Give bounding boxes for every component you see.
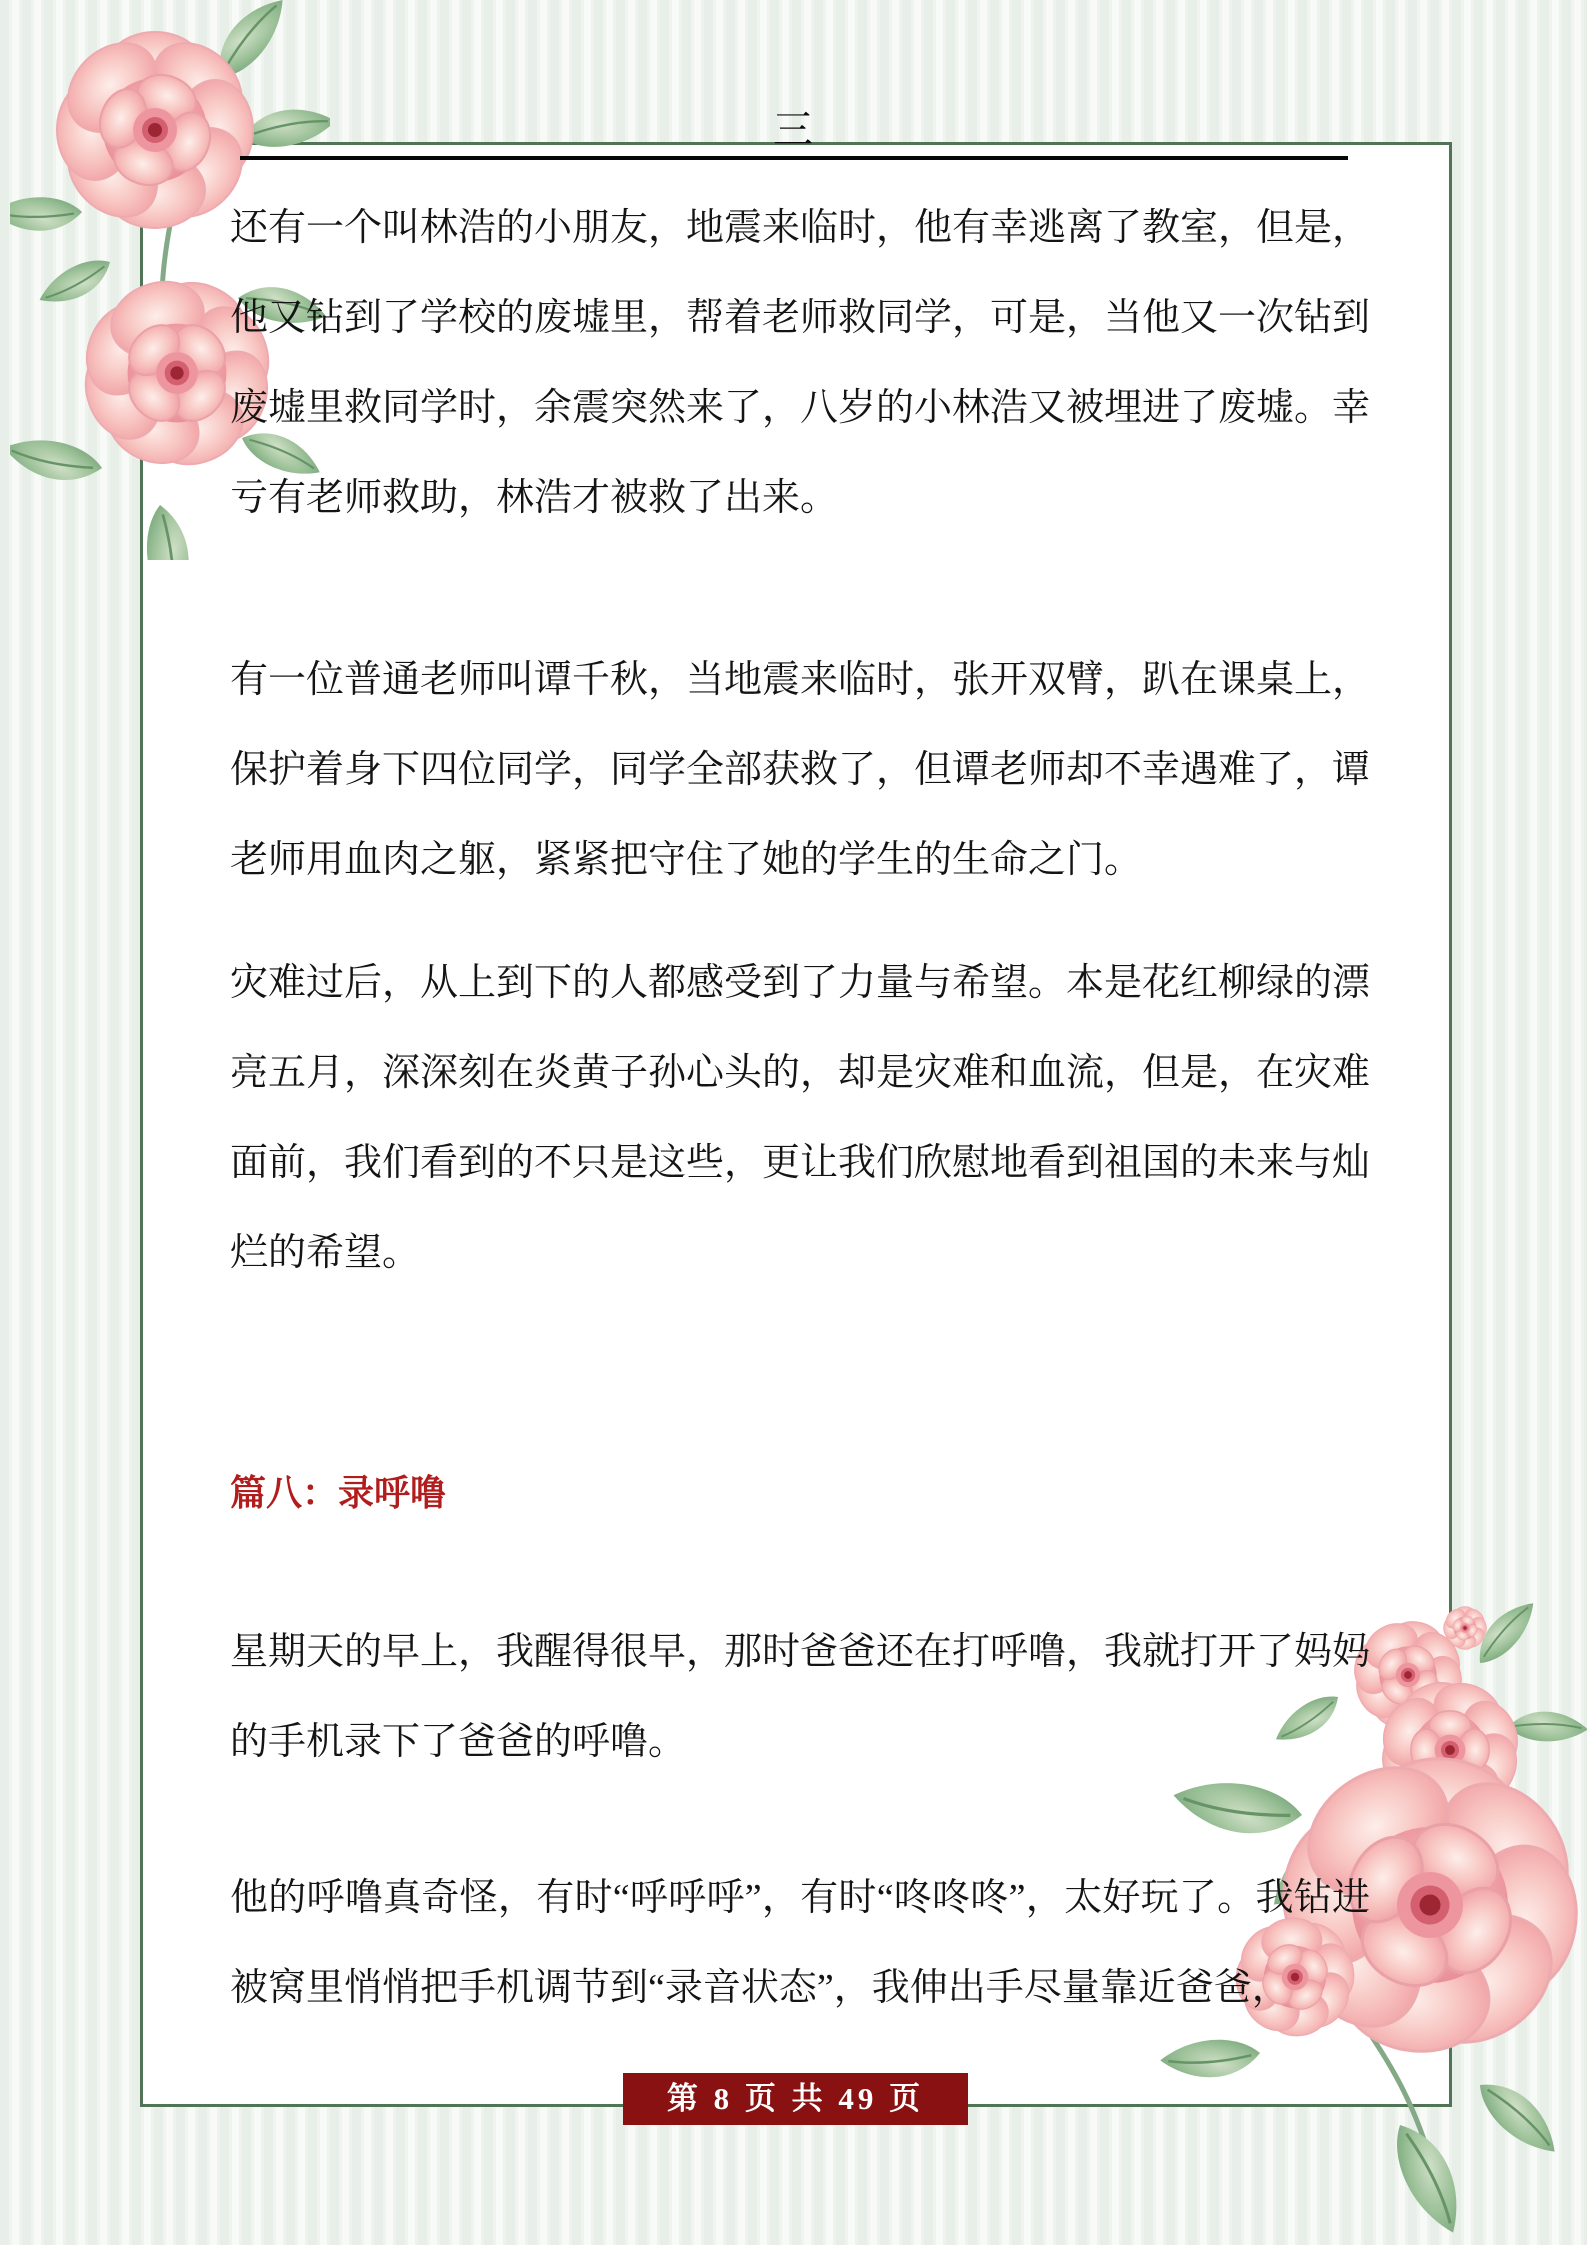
page-number-badge: 第 8 页 共 49 页 (623, 2073, 968, 2125)
header-rule (240, 156, 1348, 160)
paragraph-after-disaster: 灾难过后，从上到下的人都感受到了力量与希望。本是花红柳绿的漂亮五月，深深刻在炎黄子孙心头的，却是灾难和血流，但是，在灾难面前，我们看到的不只是这些，更让我们欣慰地看到祖国的未来与灿烂的希望。 (230, 962, 1371, 1274)
paragraph-snore-recording: 他的呼噜真奇怪，有时“呼呼呼”，有时“咚咚咚”，太好玩了。我钻进被窝里悄悄把手机调节到“录音状态”，我伸出手尽量靠近爸爸， (230, 1877, 1370, 2009)
paragraph-linhao-story: 还有一个叫林浩的小朋友，地震来临时，他有幸逃离了教室，但是，他又钻到了学校的废墟里，帮着老师救同学，可是，当他又一次钻到废墟里救同学时，余震突然来了，八岁的小林浩又被埋进了废墟。幸亏有老师救助，林浩才被救了出来。 (230, 207, 1371, 519)
paragraph-teacher-tanqianqiu: 有一位普通老师叫谭千秋，当地震来临时，张开双臂，趴在课桌上，保护着身下四位同学，同学全部获救了，但谭老师却不幸遇难了，谭老师用血肉之躯，紧紧把守住了她的学生的生命之门。 (230, 659, 1371, 881)
section-heading-pian8: 篇八：录呼噜 (230, 1473, 447, 1513)
header-section-marker: 三 (773, 107, 813, 152)
paragraph-sunday-morning: 星期天的早上，我醒得很早，那时爸爸还在打呼噜，我就打开了妈妈的手机录下了爸爸的呼噜。 (230, 1631, 1371, 1763)
